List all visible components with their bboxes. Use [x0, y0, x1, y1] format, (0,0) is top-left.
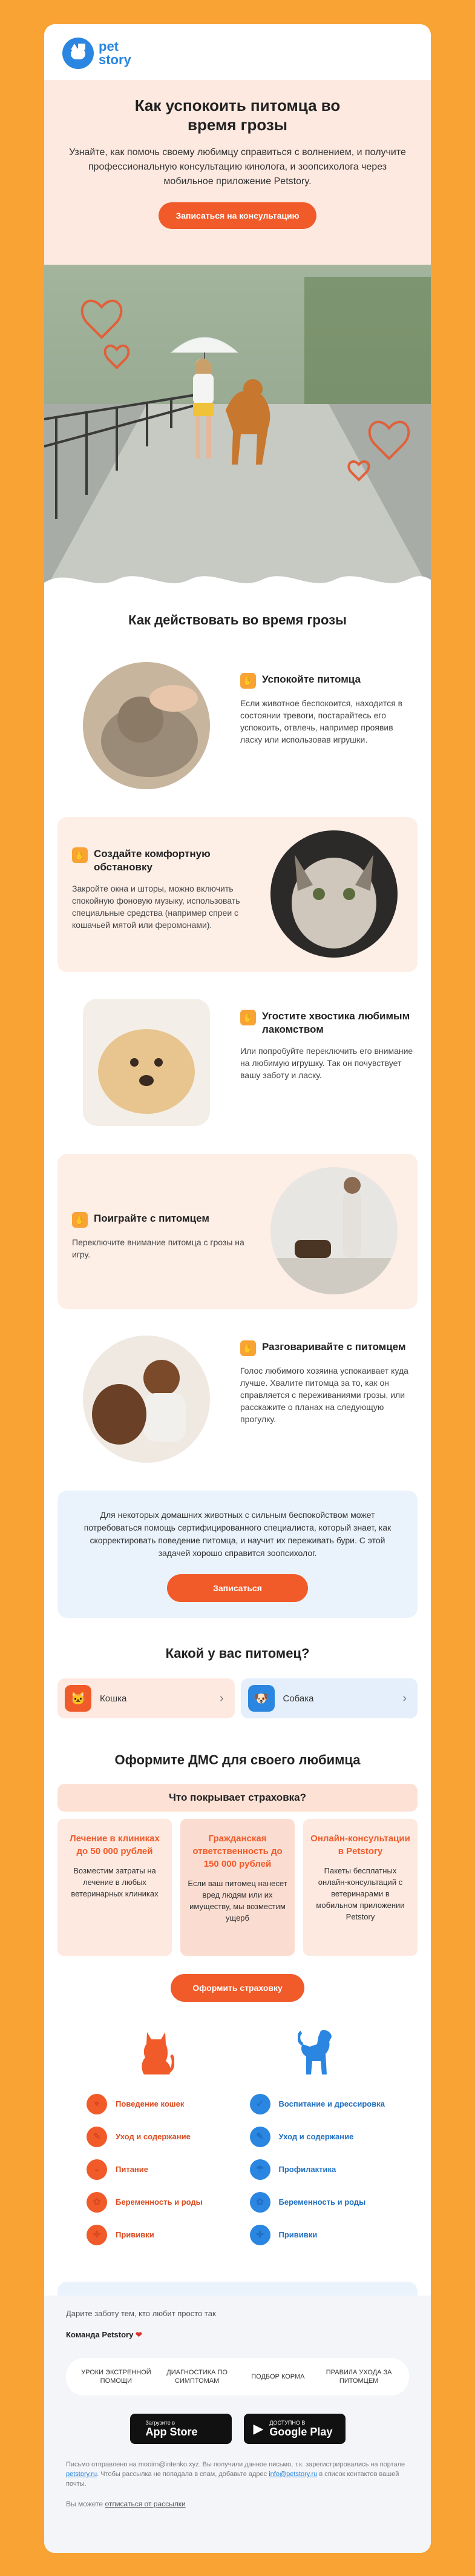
coverage-card	[57, 1819, 172, 1956]
app-store-button[interactable]: Загрузите в App Store	[130, 2414, 232, 2444]
get-insurance-button[interactable]: Оформить страховку	[171, 1974, 304, 2002]
action-text: Или попробуйте переключить его внимание на любимую игрушку. Так он почувствует вашу заботу и ласку.	[240, 1046, 413, 1080]
pet-option-dog[interactable]	[241, 1678, 418, 1718]
coverage-card	[180, 1819, 295, 1956]
insurance-section	[44, 1718, 431, 2002]
topic-item[interactable]: ✚ Прививки	[87, 2219, 226, 2251]
logo-word-2: story	[99, 52, 131, 67]
action-card	[57, 1154, 418, 1309]
insurance-title: Оформите ДМС для своего любимца	[114, 1752, 361, 1767]
paw-tag-icon: ✋	[72, 1212, 88, 1228]
syringe-icon: ✚	[87, 2225, 107, 2245]
pet-type-section	[44, 1618, 431, 1718]
brush-icon: ✎	[87, 2127, 107, 2147]
footer-link[interactable]: ДИАГНОСТИКА ПО СИМПТОМАМ	[166, 2369, 228, 2385]
topic-item[interactable]: ♥ Поведение кошек	[87, 2088, 226, 2121]
paw-tag-icon: ✋	[240, 673, 256, 689]
action-card	[57, 1322, 418, 1477]
pregnancy-icon: ✿	[250, 2192, 270, 2213]
chevron-right-icon: ›	[402, 1691, 407, 1705]
footer-care-text: Дарите заботу тем, кто любит просто так	[66, 2309, 216, 2318]
paw-tag-icon: ✋	[72, 847, 88, 863]
hero-photo	[44, 265, 431, 592]
hero-text: Узнайте, как помочь своему любимцу справиться с волнением, и получите профессиональную консультацию кинолога, и зоопсихолога через мобильное приложение Petstory.	[69, 147, 406, 187]
topic-item[interactable]: ✓ Воспитание и дрессировка	[250, 2088, 389, 2121]
brush-icon: ✎	[250, 2127, 270, 2147]
google-play-button[interactable]: ▶ ДОСТУПНО В Google Play	[244, 2414, 346, 2444]
action-title: Поиграйте с питомцем	[94, 1213, 209, 1224]
actions-title: Как действовать во время грозы	[128, 612, 347, 627]
footer-link[interactable]: ПОДБОР КОРМА	[251, 2373, 305, 2380]
cat-icon: 🐱	[65, 1685, 91, 1712]
action-card	[57, 985, 418, 1141]
coverage-text: Пакеты бесплатных онлайн-консультаций с ветеринарами в мобильном приложении Petstory	[316, 1866, 405, 1921]
woman-playing-with-dog-image	[270, 1167, 398, 1294]
food-bowl-icon: ◒	[87, 2159, 107, 2180]
app-stores	[66, 2414, 409, 2444]
cat-behavior-icon: ♥	[87, 2094, 107, 2114]
topic-item[interactable]: ✚ Прививки	[250, 2219, 389, 2251]
coverage-text: Если ваш питомец нанесет вред людям или их имуществу, мы возместим ущерб	[188, 1879, 287, 1922]
footer-links	[66, 2358, 409, 2396]
hero-title: Как успокоить питомца во время грозы	[134, 96, 341, 134]
action-title: Создайте комфортную обстановку	[94, 848, 211, 873]
cat-petting-image	[83, 662, 210, 789]
footer	[44, 2296, 431, 2553]
topic-item[interactable]: ◒ Питание	[87, 2153, 226, 2186]
action-text: Голос любимого хозяина успокаивает куда лучше. Хвалите питомца за то, как он справляется с переживаниями грозы, или расскажите о планах на следующую прогулку.	[240, 1366, 408, 1424]
specialist-note	[57, 1491, 418, 1618]
puppy-with-treat-image	[83, 999, 210, 1126]
pregnancy-icon: ✿	[87, 2192, 107, 2213]
coverage-text: Возместим затраты на лечение в любых ветеринарных клиниках	[71, 1866, 159, 1898]
dog-icon: 🐶	[248, 1685, 275, 1712]
logo-word-1: pet	[99, 39, 119, 54]
topic-item[interactable]: ✿ Беременность и роды	[87, 2186, 226, 2219]
action-text: Переключите внимание питомца с грозы на игру.	[72, 1237, 244, 1259]
coverage-title: Гражданская ответственность до 150 000 рублей	[192, 1833, 283, 1869]
dog-topics	[250, 2026, 389, 2251]
note-text: Для некоторых домашних животных с сильным беспокойством может потребоваться помощь сертифицированного специалиста, который знает, как скорректировать поведение питомца, и научит их переживать бури. С этой задачей хорошо справится зоопсихолог.	[84, 1510, 391, 1558]
paw-tag-icon: ✋	[240, 1010, 256, 1025]
footer-link[interactable]: ПРАВИЛА УХОДА ЗА ПИТОМЦЕМ	[326, 2369, 392, 2385]
petstory-logo[interactable]	[62, 38, 413, 69]
heart-icon: ❤	[135, 2330, 142, 2339]
signup-button[interactable]: Записаться	[167, 1574, 308, 1602]
coverage-card	[303, 1819, 418, 1956]
action-card	[57, 817, 418, 972]
syringe-icon: ✚	[250, 2225, 270, 2245]
insurance-subtitle: Что покрывает страховка?	[57, 1784, 418, 1812]
legal-text: Письмо отправлено на mooirn@intenko.xyz. Вы получили данное письмо, т.к. зарегистрировались на портале petstory.ru. Чтобы рассылка не попадала в спам, добавьте адрес info@petstory.ru в список контактов вашей почты.	[66, 2461, 405, 2488]
consultation-button[interactable]: Записаться на консультацию	[159, 202, 316, 229]
cat-silhouette-icon	[87, 2026, 226, 2076]
paw-tag-icon: ✋	[240, 1340, 256, 1356]
dog-silhouette-icon	[250, 2026, 389, 2076]
logo-cat-icon	[62, 38, 94, 69]
unsubscribe-link[interactable]: отписаться от рассылки	[105, 2500, 186, 2508]
hero-wave	[44, 565, 431, 592]
topic-item[interactable]: ✎ Уход и содержание	[250, 2121, 389, 2153]
topic-item[interactable]: ✿ Беременность и роды	[250, 2186, 389, 2219]
email-link[interactable]: info@petstory.ru	[269, 2471, 318, 2478]
training-icon: ✓	[250, 2094, 270, 2114]
unsubscribe-line: Вы можете отписаться от рассылки	[66, 2500, 186, 2508]
storm-actions-section	[44, 592, 431, 1477]
portal-link[interactable]: petstory.ru	[66, 2471, 97, 2478]
header	[44, 24, 431, 80]
pet-option-cat[interactable]	[57, 1678, 235, 1718]
google-play-icon: ▶	[253, 2421, 264, 2436]
girl-talking-to-dog-image	[83, 1336, 210, 1463]
chevron-right-icon: ›	[219, 1691, 224, 1705]
action-title: Угостите хвостика любимым лакомством	[262, 1010, 410, 1035]
topic-item[interactable]: ☂ Профилактика	[250, 2153, 389, 2186]
pet-option-label: Собака	[283, 1693, 314, 1704]
coverage-title: Онлайн-консультации в Petstory	[310, 1833, 410, 1856]
footer-link[interactable]: УРОКИ ЭКСТРЕННОЙ ПОМОЩИ	[81, 2369, 151, 2385]
footer-signature: Команда Petstory ❤	[66, 2330, 142, 2339]
cat-topics	[87, 2026, 226, 2251]
action-text: Закройте окна и шторы, можно включить спокойную фоновую музыку, использовать специальные средства (например спреи с кошачьей мятой или феромонами).	[72, 884, 240, 930]
action-text: Если животное беспокоится, находится в состоянии тревоги, постарайтесь его успокоить, отвлечь, например проявив ласку или использовав игрушки.	[240, 698, 403, 744]
email-card	[44, 24, 431, 2553]
prevention-icon: ☂	[250, 2159, 270, 2180]
topic-item[interactable]: ✎ Уход и содержание	[87, 2121, 226, 2153]
girl-with-dog-in-rain-image	[44, 265, 431, 592]
hero	[44, 80, 431, 592]
pet-type-title: Какой у вас питомец?	[165, 1646, 310, 1661]
action-title: Разговаривайте с питомцем	[262, 1341, 406, 1353]
coverage-title: Лечение в клиниках до 50 000 рублей	[70, 1833, 160, 1856]
action-title: Успокойте питомца	[262, 674, 361, 685]
pet-option-label: Кошка	[100, 1693, 127, 1704]
cat-portrait-image	[270, 830, 398, 958]
topic-grid	[44, 2002, 431, 2251]
action-card	[57, 649, 418, 804]
